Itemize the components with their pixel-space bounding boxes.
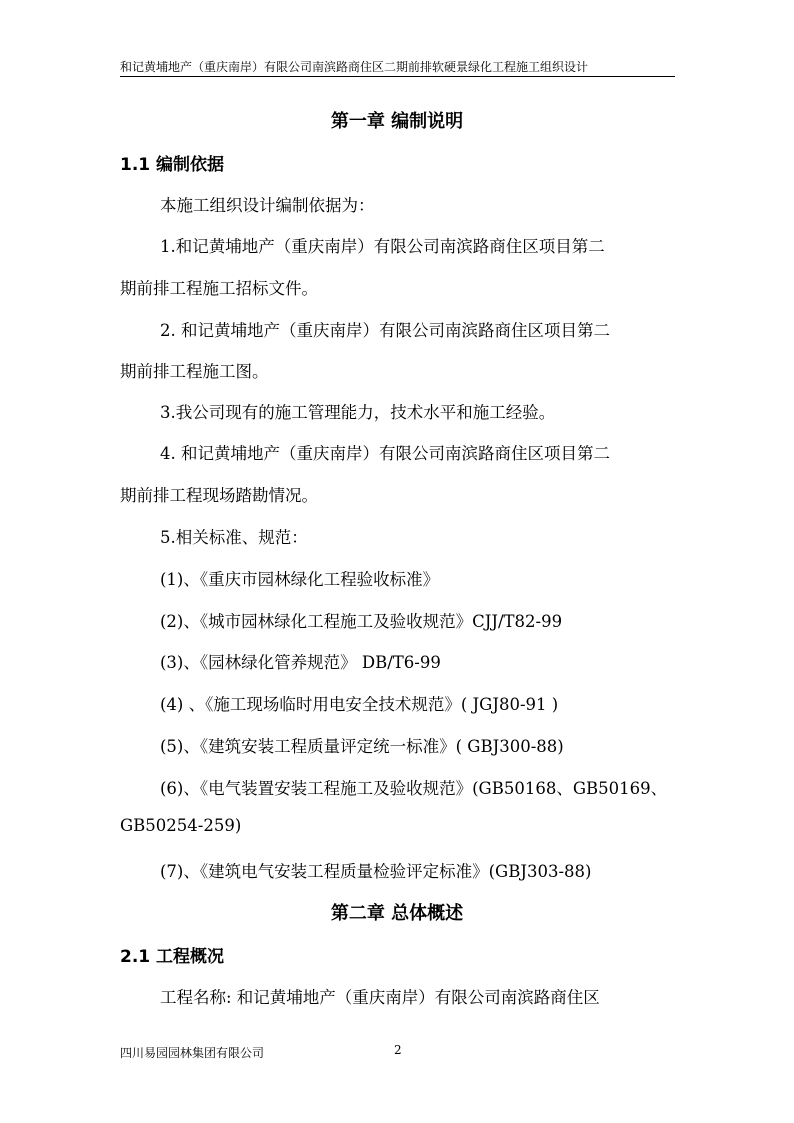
section-1-1-title: 1.1 编制依据	[120, 155, 225, 175]
chapter-1-title: 第一章 编制说明	[330, 111, 464, 132]
paragraph: 期前排工程现场踏勘情况。	[120, 486, 318, 505]
reference-item: (7)、《建筑电气安装工程质量检验评定标准》(GBJ303-88)	[160, 862, 592, 881]
running-header: 和记黄埔地产（重庆南岸）有限公司南滨路商住区二期前排软硬景绿化工程施工组织设计	[120, 60, 675, 77]
reference-item: (1)、《重庆市园林绿化工程验收标准》	[160, 570, 440, 589]
reference-item-continued: GB50254-259)	[120, 816, 242, 835]
section-2-1-title: 2.1 工程概况	[120, 947, 225, 967]
reference-item: (5)、《建筑安装工程质量评定统一标准》( GBJ300-88)	[160, 737, 564, 756]
footer-company: 四川易园园林集团有限公司	[120, 1046, 265, 1060]
paragraph: 期前排工程施工图。	[120, 362, 269, 381]
reference-item: (6)、《电气装置安装工程施工及验收规范》(GB50168、GB50169、	[160, 779, 668, 798]
project-name-line: 工程名称: 和记黄埔地产（重庆南岸）有限公司南滨路商住区	[160, 988, 600, 1007]
page-number: 2	[394, 1043, 402, 1057]
reference-item: (2)、《城市园林绿化工程施工及验收规范》CJJ/T82-99	[160, 612, 563, 631]
paragraph: 2. 和记黄埔地产（重庆南岸）有限公司南滨路商住区项目第二	[160, 321, 610, 340]
paragraph: 期前排工程施工招标文件。	[120, 279, 318, 298]
paragraph: 本施工组织设计编制依据为：	[160, 196, 375, 215]
paragraph: 5.相关标准、规范：	[160, 528, 308, 547]
paragraph: 3.我公司现有的施工管理能力，技术水平和施工经验。	[160, 403, 556, 422]
reference-item: (3)、《园林绿化管养规范》 DB/T6-99	[160, 653, 441, 672]
reference-item: (4) 、《施工现场临时用电安全技术规范》( JGJ80-91 )	[160, 695, 559, 714]
chapter-2-title: 第二章 总体概述	[330, 903, 464, 924]
paragraph: 4. 和记黄埔地产（重庆南岸）有限公司南滨路商住区项目第二	[160, 444, 610, 463]
paragraph: 1.和记黄埔地产（重庆南岸）有限公司南滨路商住区项目第二	[160, 237, 605, 256]
